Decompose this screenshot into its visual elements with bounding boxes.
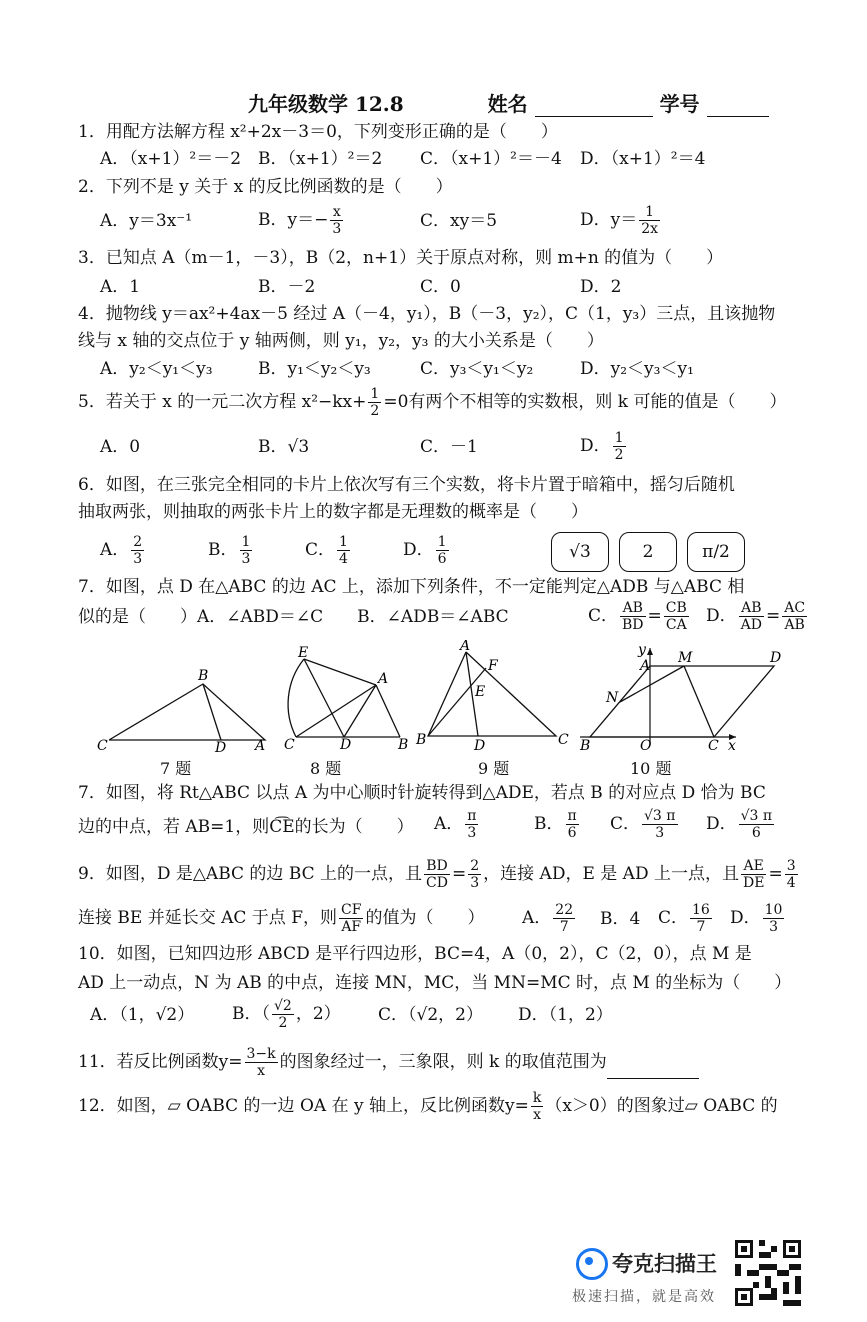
q1-option-a: A．（x+1）²＝－2 <box>100 149 242 169</box>
label-C: C <box>558 732 569 748</box>
den: 7 <box>696 919 706 935</box>
q11-answer-blank[interactable] <box>607 1062 699 1079</box>
q5-pre: 5．若关于 x 的一元二次方程 x²−kx+ <box>78 392 367 412</box>
num: CF <box>341 902 362 918</box>
figure-9 <box>414 640 574 755</box>
num: 1 <box>339 534 348 550</box>
label: D． <box>403 540 434 560</box>
label-B: B <box>198 668 209 684</box>
label-C: C <box>284 737 295 753</box>
fraction-1 <box>620 600 646 633</box>
num: 22 <box>555 902 574 918</box>
frac-ae-de <box>741 858 766 891</box>
fraction <box>739 808 774 841</box>
fraction <box>272 998 294 1031</box>
den: BD <box>622 617 644 633</box>
q7a-option-c: C． $\frac{AB}{BD}$ = $\frac{CB}{CA}$ <box>588 600 687 633</box>
q7b-option-d <box>706 808 776 841</box>
label: C． <box>305 540 336 560</box>
q3-option-c: C．0 <box>420 277 461 297</box>
fraction-2 <box>782 600 807 633</box>
caption-10: 10 题 <box>630 759 672 778</box>
q2-option-d <box>580 204 662 237</box>
num: √3 π <box>740 808 773 824</box>
q3-option-a: A．1 <box>100 277 141 297</box>
den: 3 <box>241 551 251 567</box>
quark-logo-icon <box>576 1248 608 1280</box>
q7b-line2: 边的中点，若 AB=1，则C͡E的长为（ ） <box>78 817 414 837</box>
q9-option-d <box>730 902 786 935</box>
figure-8 <box>280 645 415 755</box>
q3-option-b: B．－2 <box>258 277 316 297</box>
den: CD <box>426 875 448 891</box>
num: 1 <box>614 430 624 446</box>
label: B．（ <box>232 1004 270 1024</box>
den: AD <box>740 617 762 633</box>
den: 3 <box>470 875 480 891</box>
den: 2 <box>370 403 380 419</box>
label: D． <box>706 606 737 626</box>
q5-option-b: B．√3 <box>258 437 310 457</box>
q4-line1: 4．抛物线 y＝ax²+4ax－5 经过 A（－4，y₁），B（－3，y₂），C（1，y₃）三点，且该抛物 <box>78 304 776 324</box>
eq: = <box>451 864 467 884</box>
den: 3 <box>332 221 342 237</box>
frac-2-3 <box>468 858 481 891</box>
label: D． <box>706 814 737 834</box>
eq: = <box>768 864 783 884</box>
q6-line1: 6．如图，在三张完全相同的卡片上依次写有三个实数，将卡片置于暗箱中，摇匀后随机 <box>78 475 735 495</box>
q5-option-d <box>580 430 628 463</box>
fraction <box>763 902 785 935</box>
card-pi-half: π/2 <box>687 532 745 572</box>
den: x <box>257 1063 266 1079</box>
label-B: B <box>416 732 427 748</box>
label: A． <box>100 540 130 560</box>
label: C． <box>610 814 641 834</box>
q6-option-b <box>208 534 254 567</box>
q4-option-a: A．y₂＜y₁＜y₃ <box>100 359 213 379</box>
qr-code-icon <box>735 1240 801 1306</box>
q1-option-c: C．（x+1）²＝－4 <box>420 149 562 169</box>
den: 6 <box>751 825 761 841</box>
q2-b-fraction <box>330 204 343 237</box>
q2-stem: 2．下列不是 y 关于 x 的反比例函数的是（ ） <box>78 177 453 197</box>
fraction <box>642 808 677 841</box>
num: 1 <box>639 204 660 221</box>
q7a-line1: 7．如图，点 D 在△ABC 的边 AC 上，添加下列条件，不一定能判定△ADB 与△ABC 相 <box>78 577 745 597</box>
den: 2 <box>614 447 624 463</box>
fraction <box>337 534 350 567</box>
q9-option-b: B．4 <box>600 909 641 929</box>
q11-y: y= <box>218 1052 243 1072</box>
q10-option-a: A．（1，√2） <box>90 1005 195 1025</box>
num: 2 <box>133 534 143 550</box>
label-A: A <box>640 658 651 674</box>
fraction <box>566 808 579 841</box>
den: 4 <box>786 875 796 891</box>
fraction <box>436 534 449 567</box>
brand-name: 夸克扫描王 <box>612 1252 717 1276</box>
num: √3 π <box>644 808 676 824</box>
num: 3−k <box>246 1046 276 1062</box>
den: 6 <box>437 551 447 567</box>
page-title <box>248 88 769 117</box>
fraction <box>553 902 575 935</box>
fraction <box>465 808 478 841</box>
num: k <box>532 1090 542 1106</box>
q2-option-a: A．y＝3x⁻¹ <box>100 211 193 231</box>
den: 4 <box>339 551 348 567</box>
den: 3 <box>655 825 665 841</box>
label: D． <box>730 908 761 928</box>
name-label: 姓名 <box>487 92 528 116</box>
q1-stem: 1．用配方法解方程 x²+2x－3＝0，下列变形正确的是（ ） <box>78 122 558 142</box>
frac-3-4 <box>785 858 798 891</box>
num: AE <box>741 858 766 875</box>
fraction-2 <box>664 600 689 633</box>
q3-stem: 3．已知点 A（m－1，－3），B（2，n+1）关于原点对称，则 m+n 的值为（ ） <box>78 248 724 268</box>
q6-option-c <box>305 534 352 567</box>
label-A: A <box>460 640 471 654</box>
q10-line1: 10．如图，已知四边形 ABCD 是平行四边形，BC=4，A（0，2），C（2，0），点 M 是 <box>78 944 752 964</box>
den: 3 <box>133 551 143 567</box>
q12-post: （x＞0）的图象过▱ OABC 的 <box>545 1096 778 1116</box>
q5-d-fraction <box>613 430 626 463</box>
q9-mid: ，连接 AD，E 是 AD 上一点，且 <box>483 864 739 884</box>
q5-post: =0有两个不相等的实数根，则 k 可能的值是（ ） <box>383 392 787 412</box>
num: 10 <box>764 902 783 918</box>
q12-fraction <box>531 1090 543 1123</box>
q2-d-label: D．y＝ <box>580 210 638 230</box>
den: CA <box>665 617 687 633</box>
brand-slogan: 极速扫描，就是高效 <box>572 1289 716 1305</box>
num: AB <box>739 600 764 617</box>
fraction <box>690 902 712 935</box>
frac-cf-af <box>339 902 363 935</box>
label-M: M <box>678 650 693 666</box>
den: x <box>533 1107 542 1123</box>
label-D: D <box>770 650 782 666</box>
caption-7: 7 题 <box>160 759 192 778</box>
label: B． <box>208 540 238 560</box>
q4-option-c: C．y₃＜y₁＜y₂ <box>420 359 534 379</box>
label: C． <box>588 606 619 626</box>
q3-option-d: D．2 <box>580 277 622 297</box>
q9-option-a <box>522 902 577 935</box>
fraction <box>131 534 144 567</box>
q5-option-a: A．0 <box>100 437 141 457</box>
q11-fraction <box>245 1046 278 1079</box>
den: 6 <box>567 825 577 841</box>
num: √2 <box>274 998 292 1014</box>
den: 3 <box>467 825 477 841</box>
q7b-option-b <box>534 808 581 841</box>
q9-option-c <box>658 902 714 935</box>
num: 2 <box>470 858 480 874</box>
label-D: D <box>340 737 352 753</box>
q7a-option-d: D． $\frac{AB}{AD}$ = $\frac{AC}{AB}$ <box>706 600 806 633</box>
label-E: E <box>298 645 309 661</box>
q10-line2: AD 上一动点，N 为 AB 的中点，连接 MN，MC，当 MN=MC 时，点 M 的坐标为（ ） <box>78 973 792 993</box>
q2-d-fraction <box>639 204 660 237</box>
label-O: O <box>640 738 652 754</box>
num: 1 <box>241 534 251 550</box>
label: A． <box>522 908 552 928</box>
den: DE <box>743 875 765 891</box>
den: AF <box>341 919 362 935</box>
figure-7 <box>95 662 275 757</box>
q4-option-b: B．y₁＜y₂＜y₃ <box>258 359 371 379</box>
q12-stem <box>78 1090 778 1123</box>
q11-pre: 11．若反比例函数 <box>78 1052 219 1072</box>
num: CB <box>665 600 687 616</box>
name-blank[interactable] <box>535 98 653 117</box>
q12-y: y= <box>504 1096 529 1116</box>
q1-option-b: B．（x+1）²＝2 <box>258 149 383 169</box>
q6-line2: 抽取两张，则抽取的两张卡片上的数字都是无理数的概率是（ ） <box>78 502 588 522</box>
q2-option-b <box>258 204 345 237</box>
den: AB <box>784 617 805 633</box>
q7b-line1: 7．如图，将 Rt△ABC 以点 A 为中心顺时针旋转得到△ADE，若点 B 的对应点 D 恰为 BC <box>78 783 766 803</box>
caption-9: 9 题 <box>478 759 510 778</box>
q5-stem <box>78 386 787 419</box>
num: AB <box>620 600 646 617</box>
label-D: D <box>215 740 227 756</box>
label-B: B <box>398 737 409 753</box>
title-text: 九年级数学 12.8 <box>248 92 404 116</box>
num: 1 <box>437 534 447 550</box>
q5-fraction <box>368 386 381 419</box>
q2-option-c: C．xy＝5 <box>420 211 498 231</box>
fraction <box>240 534 253 567</box>
label-D: D <box>474 738 486 754</box>
num: π <box>467 808 477 824</box>
den: 2x <box>641 221 659 237</box>
label-C: C <box>708 738 719 754</box>
label-x: x <box>728 738 736 754</box>
q4-option-d: D．y₂＜y₃＜y₁ <box>580 359 694 379</box>
num: x <box>330 204 343 221</box>
caption-8: 8 题 <box>310 759 342 778</box>
q6-option-d <box>403 534 451 567</box>
label-A: A <box>378 671 389 687</box>
den: 3 <box>769 919 779 935</box>
den: 2 <box>278 1015 288 1031</box>
q6-option-a <box>100 534 146 567</box>
q7b-option-a <box>434 808 480 841</box>
q11-stem <box>78 1046 699 1079</box>
q12-pre: 12．如图，▱ OABC 的一边 OA 在 y 轴上，反比例函数 <box>78 1096 505 1116</box>
id-blank[interactable] <box>707 98 769 117</box>
num: 1 <box>370 386 380 402</box>
q9-pre: 9．如图，D 是△ABC 的边 BC 上的一点，且 <box>78 864 423 884</box>
label: A． <box>434 814 464 834</box>
num: 16 <box>692 902 710 918</box>
num: 3 <box>786 858 796 874</box>
q9-l2-post: 的值为（ ） <box>365 908 485 928</box>
label-A: A <box>255 738 266 754</box>
q10-option-b <box>232 998 341 1031</box>
label: B． <box>534 814 564 834</box>
label: C． <box>658 908 689 928</box>
q9-line2 <box>78 902 484 935</box>
q10-option-d: D．（1，2） <box>518 1005 613 1025</box>
q2-b-label: B．y＝− <box>258 210 329 230</box>
suffix: ，2） <box>295 1004 341 1024</box>
num: π <box>567 808 577 824</box>
card-2: 2 <box>619 532 677 572</box>
card-sqrt3: √3 <box>551 532 609 572</box>
label-E: E <box>475 684 486 700</box>
q9-l2-pre: 连接 BE 并延长交 AC 于点 F，则 <box>78 908 338 928</box>
q7a-line2: 似的是（ ）A．∠ABD＝∠C B．∠ADB＝∠ABC <box>78 607 509 627</box>
label-y: y <box>638 642 646 658</box>
figure-10 <box>576 640 786 755</box>
q1-option-d: D．（x+1）²＝4 <box>580 149 706 169</box>
label-F: F <box>488 658 498 674</box>
id-label: 学号 <box>659 92 700 116</box>
q5-option-c: C．－1 <box>420 437 478 457</box>
label-B: B <box>580 738 591 754</box>
label-C: C <box>97 738 108 754</box>
den: 7 <box>559 919 569 935</box>
q10-option-c: C．（√2，2） <box>378 1005 483 1025</box>
q4-line2: 线与 x 轴的交点位于 y 轴两侧，则 y₁，y₂，y₃ 的大小关系是（ ） <box>78 331 604 351</box>
q5-d-label: D． <box>580 436 611 456</box>
q11-post: 的图象经过一，三象限，则 k 的取值范围为 <box>279 1052 607 1072</box>
label-N: N <box>606 690 619 706</box>
frac-bd-cd <box>424 858 450 891</box>
q7b-option-c <box>610 808 680 841</box>
q9-line1 <box>78 858 800 891</box>
num: BD <box>424 858 450 875</box>
num: AC <box>784 600 806 616</box>
fraction-1 <box>739 600 764 633</box>
